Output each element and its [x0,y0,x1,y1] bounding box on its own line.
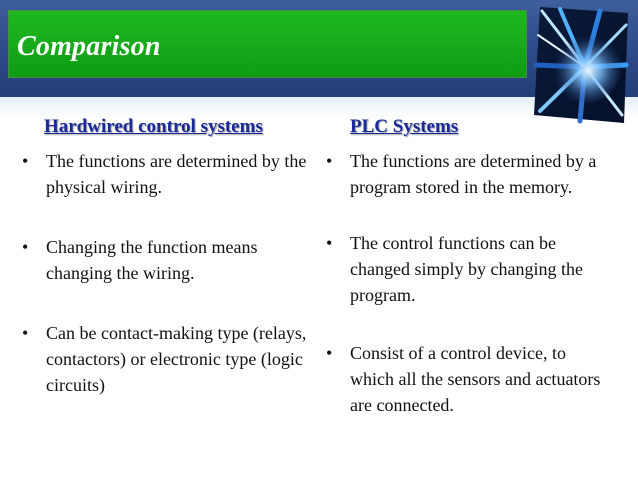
bullet-marker: • [22,237,29,257]
bullet-marker: • [326,343,333,363]
right-item-2: The control functions can be changed simply by changing the program. [350,233,583,305]
left-item-1: The functions are determined by the physical wiring. [46,151,307,197]
left-item-3: Can be contact-making type (relays, contactors) or electronic type (logic circuits) [46,323,307,395]
bullet-marker: • [22,323,29,343]
slide-title: Comparison [17,31,161,62]
right-item-3: Consist of a control device, to which all the sensors and actuators are connected. [350,343,601,415]
bullet-marker: • [326,233,333,253]
plc-heading: PLC Systems [350,116,459,137]
light-streak-graphic [530,5,630,125]
hardwired-heading: Hardwired control systems [44,116,263,137]
bullet-marker: • [22,151,29,171]
right-item-1: The functions are determined by a program stored in the memory. [350,151,597,197]
bullet-marker: • [326,151,333,171]
left-item-2: Changing the function means changing the wiring. [46,237,258,283]
